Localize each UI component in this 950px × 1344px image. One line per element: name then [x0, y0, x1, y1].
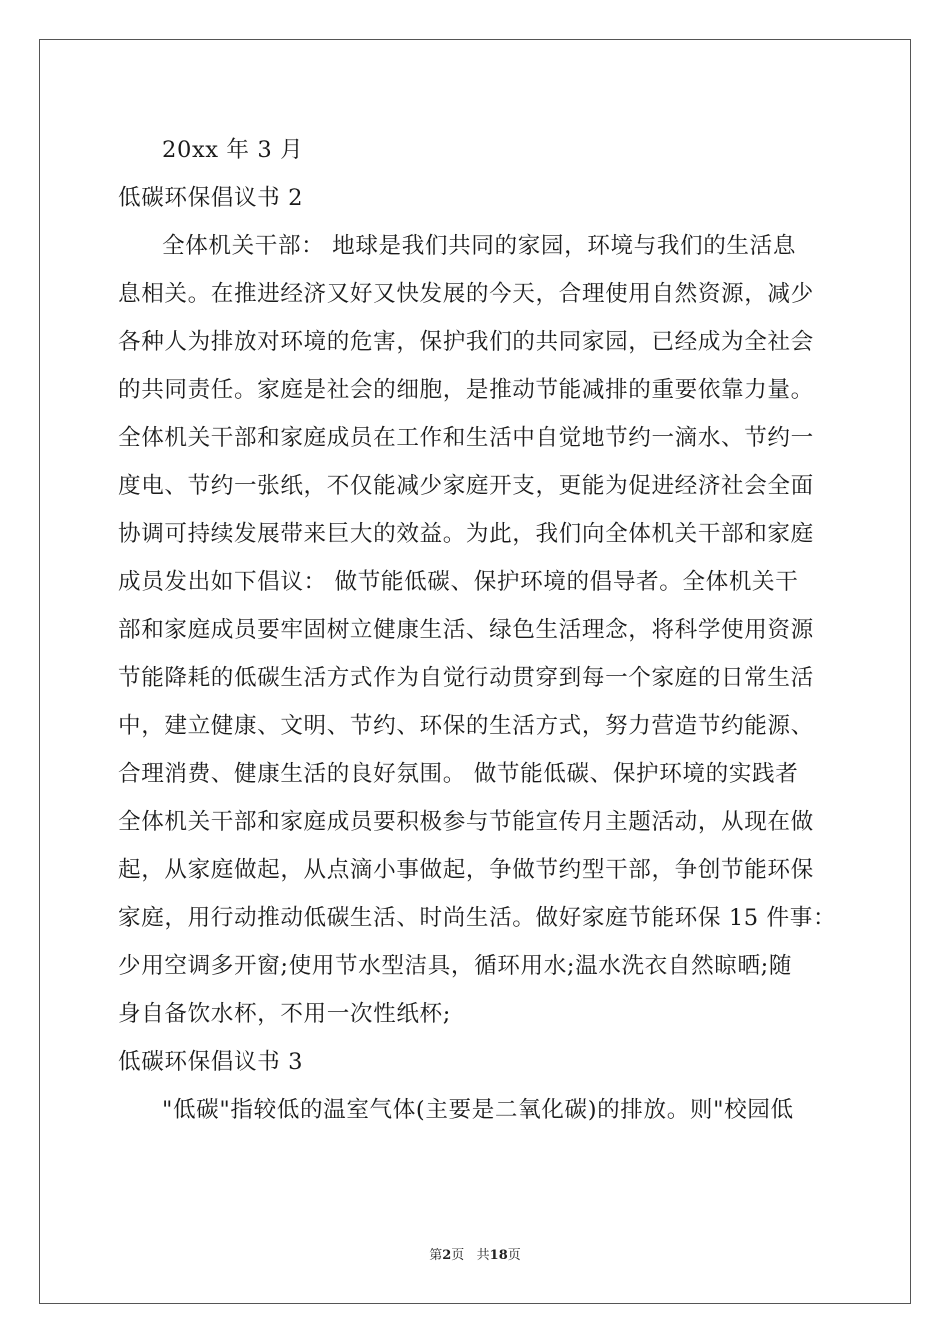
paragraph-line: 家庭，用行动推动低碳生活、时尚生活。做好家庭节能环保 15 件事： [118, 905, 837, 931]
footer-suffix: 页 [507, 1248, 521, 1263]
date-line: 20xx 年 3 月 [162, 137, 304, 163]
footer-total-pages: 18 [489, 1248, 508, 1263]
paragraph-line: 中，建立健康、文明、节约、环保的生活方式，努力营造节约能源、 [118, 713, 814, 739]
paragraph-line: 的共同责任。家庭是社会的细胞，是推动节能减排的重要依靠力量。 [118, 377, 814, 403]
page-footer [0, 1248, 950, 1264]
paragraph-line: 全体机关干部和家庭成员在工作和生活中自觉地节约一滴水、节约一 [118, 425, 814, 451]
paragraph-line: 全体机关干部和家庭成员要积极参与节能宣传月主题活动，从现在做 [118, 809, 814, 835]
paragraph-line: 息相关。在推进经济又好又快发展的今天，合理使用自然资源，减少 [118, 281, 814, 307]
footer-mid: 页 共 [451, 1248, 490, 1263]
paragraph-line: 部和家庭成员要牢固树立健康生活、绿色生活理念，将科学使用资源 [118, 617, 814, 643]
paragraph-line: 合理消费、健康生活的良好氛围。 做节能低碳、保护环境的实践者 [118, 761, 799, 787]
paragraph-line: 成员发出如下倡议： 做节能低碳、保护环境的倡导者。全体机关干 [118, 569, 799, 595]
footer-page-number: 2 [442, 1248, 452, 1263]
paragraph-line: 身自备饮水杯，不用一次性纸杯; [118, 1001, 451, 1027]
paragraph-line: 协调可持续发展带来巨大的效益。为此，我们向全体机关干部和家庭 [118, 521, 814, 547]
paragraph-line: 各种人为排放对环境的危害，保护我们的共同家园，已经成为全社会 [118, 329, 814, 355]
paragraph-line: 节能降耗的低碳生活方式作为自觉行动贯穿到每一个家庭的日常生活 [118, 665, 814, 691]
paragraph-line: 起，从家庭做起，从点滴小事做起，争做节约型干部，争创节能环保 [118, 857, 814, 883]
paragraph-line: 度电、节约一张纸，不仅能减少家庭开支，更能为促进经济社会全面 [118, 473, 814, 499]
section-heading-2: 低碳环保倡议书 2 [118, 185, 304, 211]
footer-prefix: 第 [429, 1248, 443, 1263]
paragraph-line: 少用空调多开窗;使用节水型洁具，循环用水;温水洗衣自然晾晒;随 [118, 953, 793, 979]
section-heading-3: 低碳环保倡议书 3 [118, 1049, 304, 1075]
paragraph-line: "低碳"指较低的温室气体(主要是二氧化碳)的排放。则"校园低 [162, 1097, 794, 1123]
paragraph-line: 全体机关干部： 地球是我们共同的家园，环境与我们的生活息 [162, 233, 797, 259]
